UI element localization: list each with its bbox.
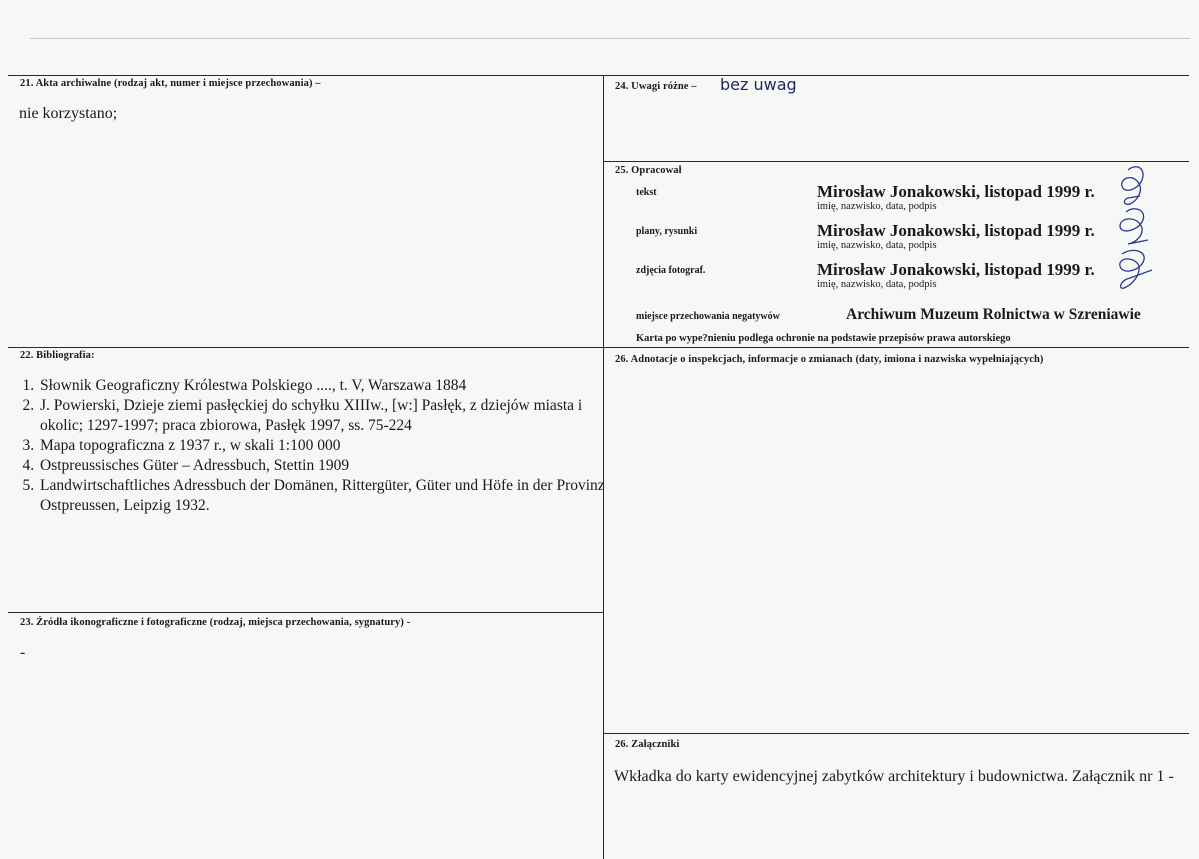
opracowal-label-photos: zdjęcia fotograf. bbox=[636, 265, 706, 276]
opracowal-sub-plans: imię, nazwisko, data, podpis bbox=[817, 240, 937, 251]
opracowal-sub-text: imię, nazwisko, data, podpis bbox=[817, 201, 937, 212]
section-26-attachments-header: 26. Załączniki bbox=[615, 739, 680, 750]
negatives-label: miejsce przechowania negatywów bbox=[636, 311, 780, 322]
bibliography-item: 1. Słownik Geograficzny Królestwa Polskiego ...., t. V, Warszawa 1884 bbox=[38, 376, 623, 396]
section-21-header: 21. Akta archiwalne (rodzaj akt, numer i miejsce przechowania) – bbox=[20, 78, 321, 89]
section-26-attachments-content: Wkładka do karty ewidencyjnej zabytków architektury i budownictwa. Załącznik nr 1 - bbox=[614, 768, 1174, 785]
top-border bbox=[8, 75, 1189, 76]
bibliography-item: 2. J. Powierski, Dzieje ziemi pasłęckiej do schyłku XIIIw., [w:] Pasłęk, z dziejów miasta i okolic; 1297-1997; praca zbiorowa, Pasłęk 1997, ss. 75-224 bbox=[38, 396, 623, 436]
section-24-handwritten: bez uwag bbox=[720, 75, 797, 94]
signature-scribbles bbox=[1108, 160, 1163, 300]
scan-edge-line bbox=[30, 38, 1190, 39]
bibliography-list bbox=[16, 376, 623, 516]
opracowal-label-plans: plany, rysunki bbox=[636, 226, 698, 237]
divider-mid bbox=[8, 347, 1189, 348]
divider-26-attachments bbox=[603, 733, 1189, 734]
opracowal-sub-photos: imię, nazwisko, data, podpis bbox=[817, 279, 937, 290]
protection-note: Karta po wype?nieniu podlega ochronie na podstawie przepisów prawa autorskiego bbox=[636, 333, 1011, 344]
opracowal-value-photos: Mirosław Jonakowski, listopad 1999 r. bbox=[817, 260, 1095, 279]
section-23-header: 23. Źródła ikonograficzne i fotograficzne (rodzaj, miejsca przechowania, sygnatury) - bbox=[20, 617, 411, 628]
section-22-header: 22. Bibliografia: bbox=[20, 350, 95, 361]
section-26-annotations-header: 26. Adnotacje o inspekcjach, informacje o zmianach (daty, imiona i nazwiska wypełniających) bbox=[615, 354, 1044, 365]
opracowal-value-text: Mirosław Jonakowski, listopad 1999 r. bbox=[817, 182, 1095, 201]
bibliography-item: 5. Landwirtschaftliches Adressbuch der Domänen, Rittergüter, Güter und Höfe in der Provinz Ostpreussen, Leipzig 1932. bbox=[38, 476, 623, 516]
section-24-header: 24. Uwagi różne – bbox=[615, 81, 697, 92]
bibliography-item: 3. Mapa topograficzna z 1937 r., w skali 1:100 000 bbox=[38, 436, 623, 456]
bibliography-item: 4. Ostpreussisches Güter – Adressbuch, Stettin 1909 bbox=[38, 456, 623, 476]
divider-22-23 bbox=[8, 612, 604, 613]
negatives-value: Archiwum Muzeum Rolnictwa w Szreniawie bbox=[846, 306, 1141, 323]
opracowal-label-text: tekst bbox=[636, 187, 657, 198]
section-21-content: nie korzystano; bbox=[19, 105, 118, 122]
divider-24-25 bbox=[603, 161, 1189, 162]
opracowal-value-plans: Mirosław Jonakowski, listopad 1999 r. bbox=[817, 221, 1095, 240]
section-23-content: - bbox=[20, 644, 26, 661]
section-25-header: 25. Opracował bbox=[615, 165, 682, 176]
